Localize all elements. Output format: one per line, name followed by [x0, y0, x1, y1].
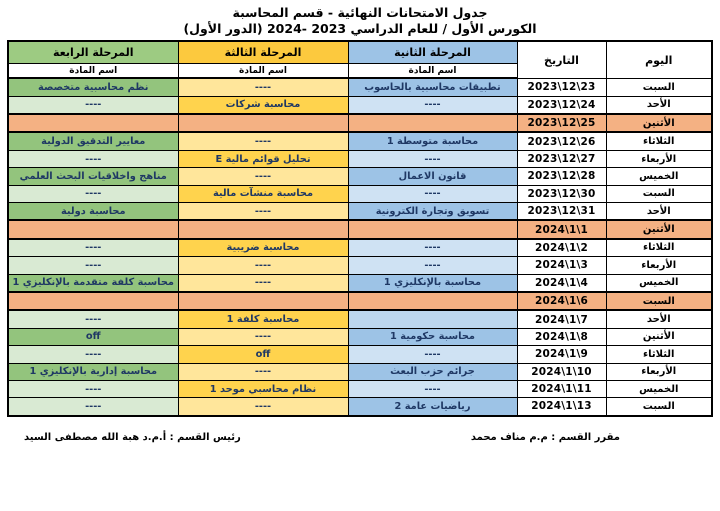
date-cell: 2023\12\30	[517, 185, 606, 202]
stage4-subject-cell: نظم محاسبية متخصصة	[8, 78, 178, 96]
stage4-subject-cell: ----	[8, 398, 178, 416]
page-titles	[0, 0, 720, 36]
stage3-subject-cell: محاسبة منشآت مالية	[178, 185, 348, 202]
schedule-row	[8, 257, 712, 274]
day-cell: الأربعاء	[606, 150, 712, 167]
stage2-subject-cell: رياضيات عامة 2	[348, 398, 517, 416]
date-cell: 2023\12\23	[517, 78, 606, 96]
day-cell: الخميس	[606, 274, 712, 292]
date-cell: 2024\1\9	[517, 346, 606, 363]
department-head-signature: رئيس القسم : أ.م.د هبة الله مصطفى السيد	[24, 431, 241, 443]
stage2-subject-cell	[348, 292, 517, 310]
stage2-subject-cell: ----	[348, 346, 517, 363]
date-cell: 2024\1\4	[517, 274, 606, 292]
schedule-row	[8, 168, 712, 185]
stage4-subject-cell: محاسبة دولية	[8, 202, 178, 220]
day-cell: الأثنين	[606, 328, 712, 345]
stage2-subject-cell: ----	[348, 96, 517, 114]
stage3-subject-cell	[178, 114, 348, 132]
stage4-subject-cell: معايير التدقيق الدولية	[8, 132, 178, 150]
day-cell: الأربعاء	[606, 363, 712, 380]
date-cell: 2023\12\31	[517, 202, 606, 220]
date-cell: 2023\12\26	[517, 132, 606, 150]
day-cell: الخميس	[606, 380, 712, 397]
page-title: جدول الامتحانات النهائية - قسم المحاسبة	[232, 5, 488, 20]
stage2-subject-cell: تطبيقات محاسبية بالحاسوب	[348, 78, 517, 96]
stage4-subject-cell: ----	[8, 346, 178, 363]
date-cell: 2024\1\2	[517, 239, 606, 257]
stage3-subject-cell: ----	[178, 363, 348, 380]
day-cell: الأحد	[606, 310, 712, 328]
stage2-subject-cell: محاسبة بالإنكليزي 1	[348, 274, 517, 292]
date-cell: 2023\12\28	[517, 168, 606, 185]
stage3-subject-cell: off	[178, 346, 348, 363]
stage4-subject-cell: ----	[8, 380, 178, 397]
subject-name-label: اسم المادة	[8, 64, 178, 79]
holiday-row	[8, 114, 712, 132]
schedule-row	[8, 363, 712, 380]
stage3-subject-cell: ----	[178, 168, 348, 185]
stage3-subject-cell: ----	[178, 274, 348, 292]
stage4-subject-cell	[8, 114, 178, 132]
stage3-subject-cell: ----	[178, 328, 348, 345]
stage4-subject-cell: مناهج واخلاقيات البحث العلمي	[8, 168, 178, 185]
date-cell: 2023\12\27	[517, 150, 606, 167]
stage2-subject-cell: ----	[348, 257, 517, 274]
day-cell: الخميس	[606, 168, 712, 185]
column-header-stage4: المرحلة الرابعة	[8, 41, 178, 64]
column-header-day: اليوم	[606, 41, 712, 78]
date-cell: 2024\1\13	[517, 398, 606, 416]
day-cell: السبت	[606, 398, 712, 416]
stage4-subject-cell: ----	[8, 257, 178, 274]
schedule-row	[8, 78, 712, 96]
stage3-subject-cell: ----	[178, 398, 348, 416]
stage3-subject-cell: محاسبة ضريبية	[178, 239, 348, 257]
stage4-subject-cell: ----	[8, 185, 178, 202]
stage4-subject-cell: off	[8, 328, 178, 345]
holiday-row	[8, 292, 712, 310]
day-cell: الأحد	[606, 202, 712, 220]
schedule-row	[8, 310, 712, 328]
stage2-subject-cell	[348, 220, 517, 238]
stage4-subject-cell: ----	[8, 239, 178, 257]
date-cell: 2024\1\8	[517, 328, 606, 345]
schedule-body	[8, 78, 712, 415]
subject-name-label: اسم المادة	[348, 64, 517, 79]
day-cell: السبت	[606, 78, 712, 96]
day-cell: الأحد	[606, 96, 712, 114]
schedule-row	[8, 398, 712, 416]
schedule-row	[8, 202, 712, 220]
stage2-subject-cell: قانون الاعمال	[348, 168, 517, 185]
day-cell: الثلاثاء	[606, 132, 712, 150]
stage3-subject-cell: ----	[178, 78, 348, 96]
schedule-row	[8, 132, 712, 150]
exam-schedule-table	[7, 40, 713, 416]
stage4-subject-cell	[8, 292, 178, 310]
day-cell: السبت	[606, 292, 712, 310]
page-subtitle: الكورس الأول / للعام الدراسي 2023 -2024 (الدور الأول)	[183, 20, 537, 36]
stage3-subject-cell: محاسبة كلفة 1	[178, 310, 348, 328]
date-cell: 2024\1\1	[517, 220, 606, 238]
stage2-subject-cell: ----	[348, 239, 517, 257]
column-header-date: التاريخ	[517, 41, 606, 78]
department-rapporteur-signature: مقرر القسم : م.م مناف محمد	[470, 431, 620, 443]
stage3-subject-cell: ----	[178, 202, 348, 220]
signature-footer	[0, 432, 720, 443]
schedule-row	[8, 274, 712, 292]
schedule-row	[8, 380, 712, 397]
stage4-subject-cell: محاسبة كلفة متقدمة بالإنكليزي 1	[8, 274, 178, 292]
stage2-subject-cell: ----	[348, 380, 517, 397]
stage2-subject-cell: محاسبة متوسطة 1	[348, 132, 517, 150]
stage3-subject-cell: نظام محاسبي موحد 1	[178, 380, 348, 397]
stage2-subject-cell: جرائم حزب البعث	[348, 363, 517, 380]
date-cell: 2024\1\7	[517, 310, 606, 328]
stage4-subject-cell: محاسبة إدارية بالإنكليزي 1	[8, 363, 178, 380]
day-cell: الثلاثاء	[606, 239, 712, 257]
stage4-subject-cell	[8, 220, 178, 238]
stage4-subject-cell: ----	[8, 96, 178, 114]
stage3-subject-cell	[178, 220, 348, 238]
schedule-row	[8, 150, 712, 167]
day-cell: السبت	[606, 185, 712, 202]
stage4-subject-cell: ----	[8, 150, 178, 167]
schedule-row	[8, 239, 712, 257]
date-cell: 2024\1\3	[517, 257, 606, 274]
day-cell: الأثنين	[606, 114, 712, 132]
schedule-row	[8, 346, 712, 363]
day-cell: الأربعاء	[606, 257, 712, 274]
date-cell: 2023\12\25	[517, 114, 606, 132]
stage3-subject-cell: تحليل قوائم مالية E	[178, 150, 348, 167]
stage2-subject-cell: تسويق وتجارة الكترونية	[348, 202, 517, 220]
column-header-stage3: المرحلة الثالثة	[178, 41, 348, 64]
stage3-subject-cell	[178, 292, 348, 310]
stage2-subject-cell: محاسبة حكومية 1	[348, 328, 517, 345]
stage2-subject-cell	[348, 310, 517, 328]
stage2-subject-cell	[348, 114, 517, 132]
day-cell: الثلاثاء	[606, 346, 712, 363]
stage4-subject-cell: ----	[8, 310, 178, 328]
stage2-subject-cell: ----	[348, 150, 517, 167]
stage2-subject-cell: ----	[348, 185, 517, 202]
subject-name-label: اسم المادة	[178, 64, 348, 79]
stage3-subject-cell: ----	[178, 257, 348, 274]
schedule-row	[8, 96, 712, 114]
date-cell: 2024\1\11	[517, 380, 606, 397]
date-cell: 2024\1\10	[517, 363, 606, 380]
stage3-subject-cell: ----	[178, 132, 348, 150]
schedule-row	[8, 185, 712, 202]
header-row	[8, 41, 712, 64]
date-cell: 2023\12\24	[517, 96, 606, 114]
holiday-row	[8, 220, 712, 238]
stage3-subject-cell: محاسبة شركات	[178, 96, 348, 114]
day-cell: الأثنين	[606, 220, 712, 238]
column-header-stage2: المرحلة الثانية	[348, 41, 517, 64]
date-cell: 2024\1\6	[517, 292, 606, 310]
schedule-row	[8, 328, 712, 345]
